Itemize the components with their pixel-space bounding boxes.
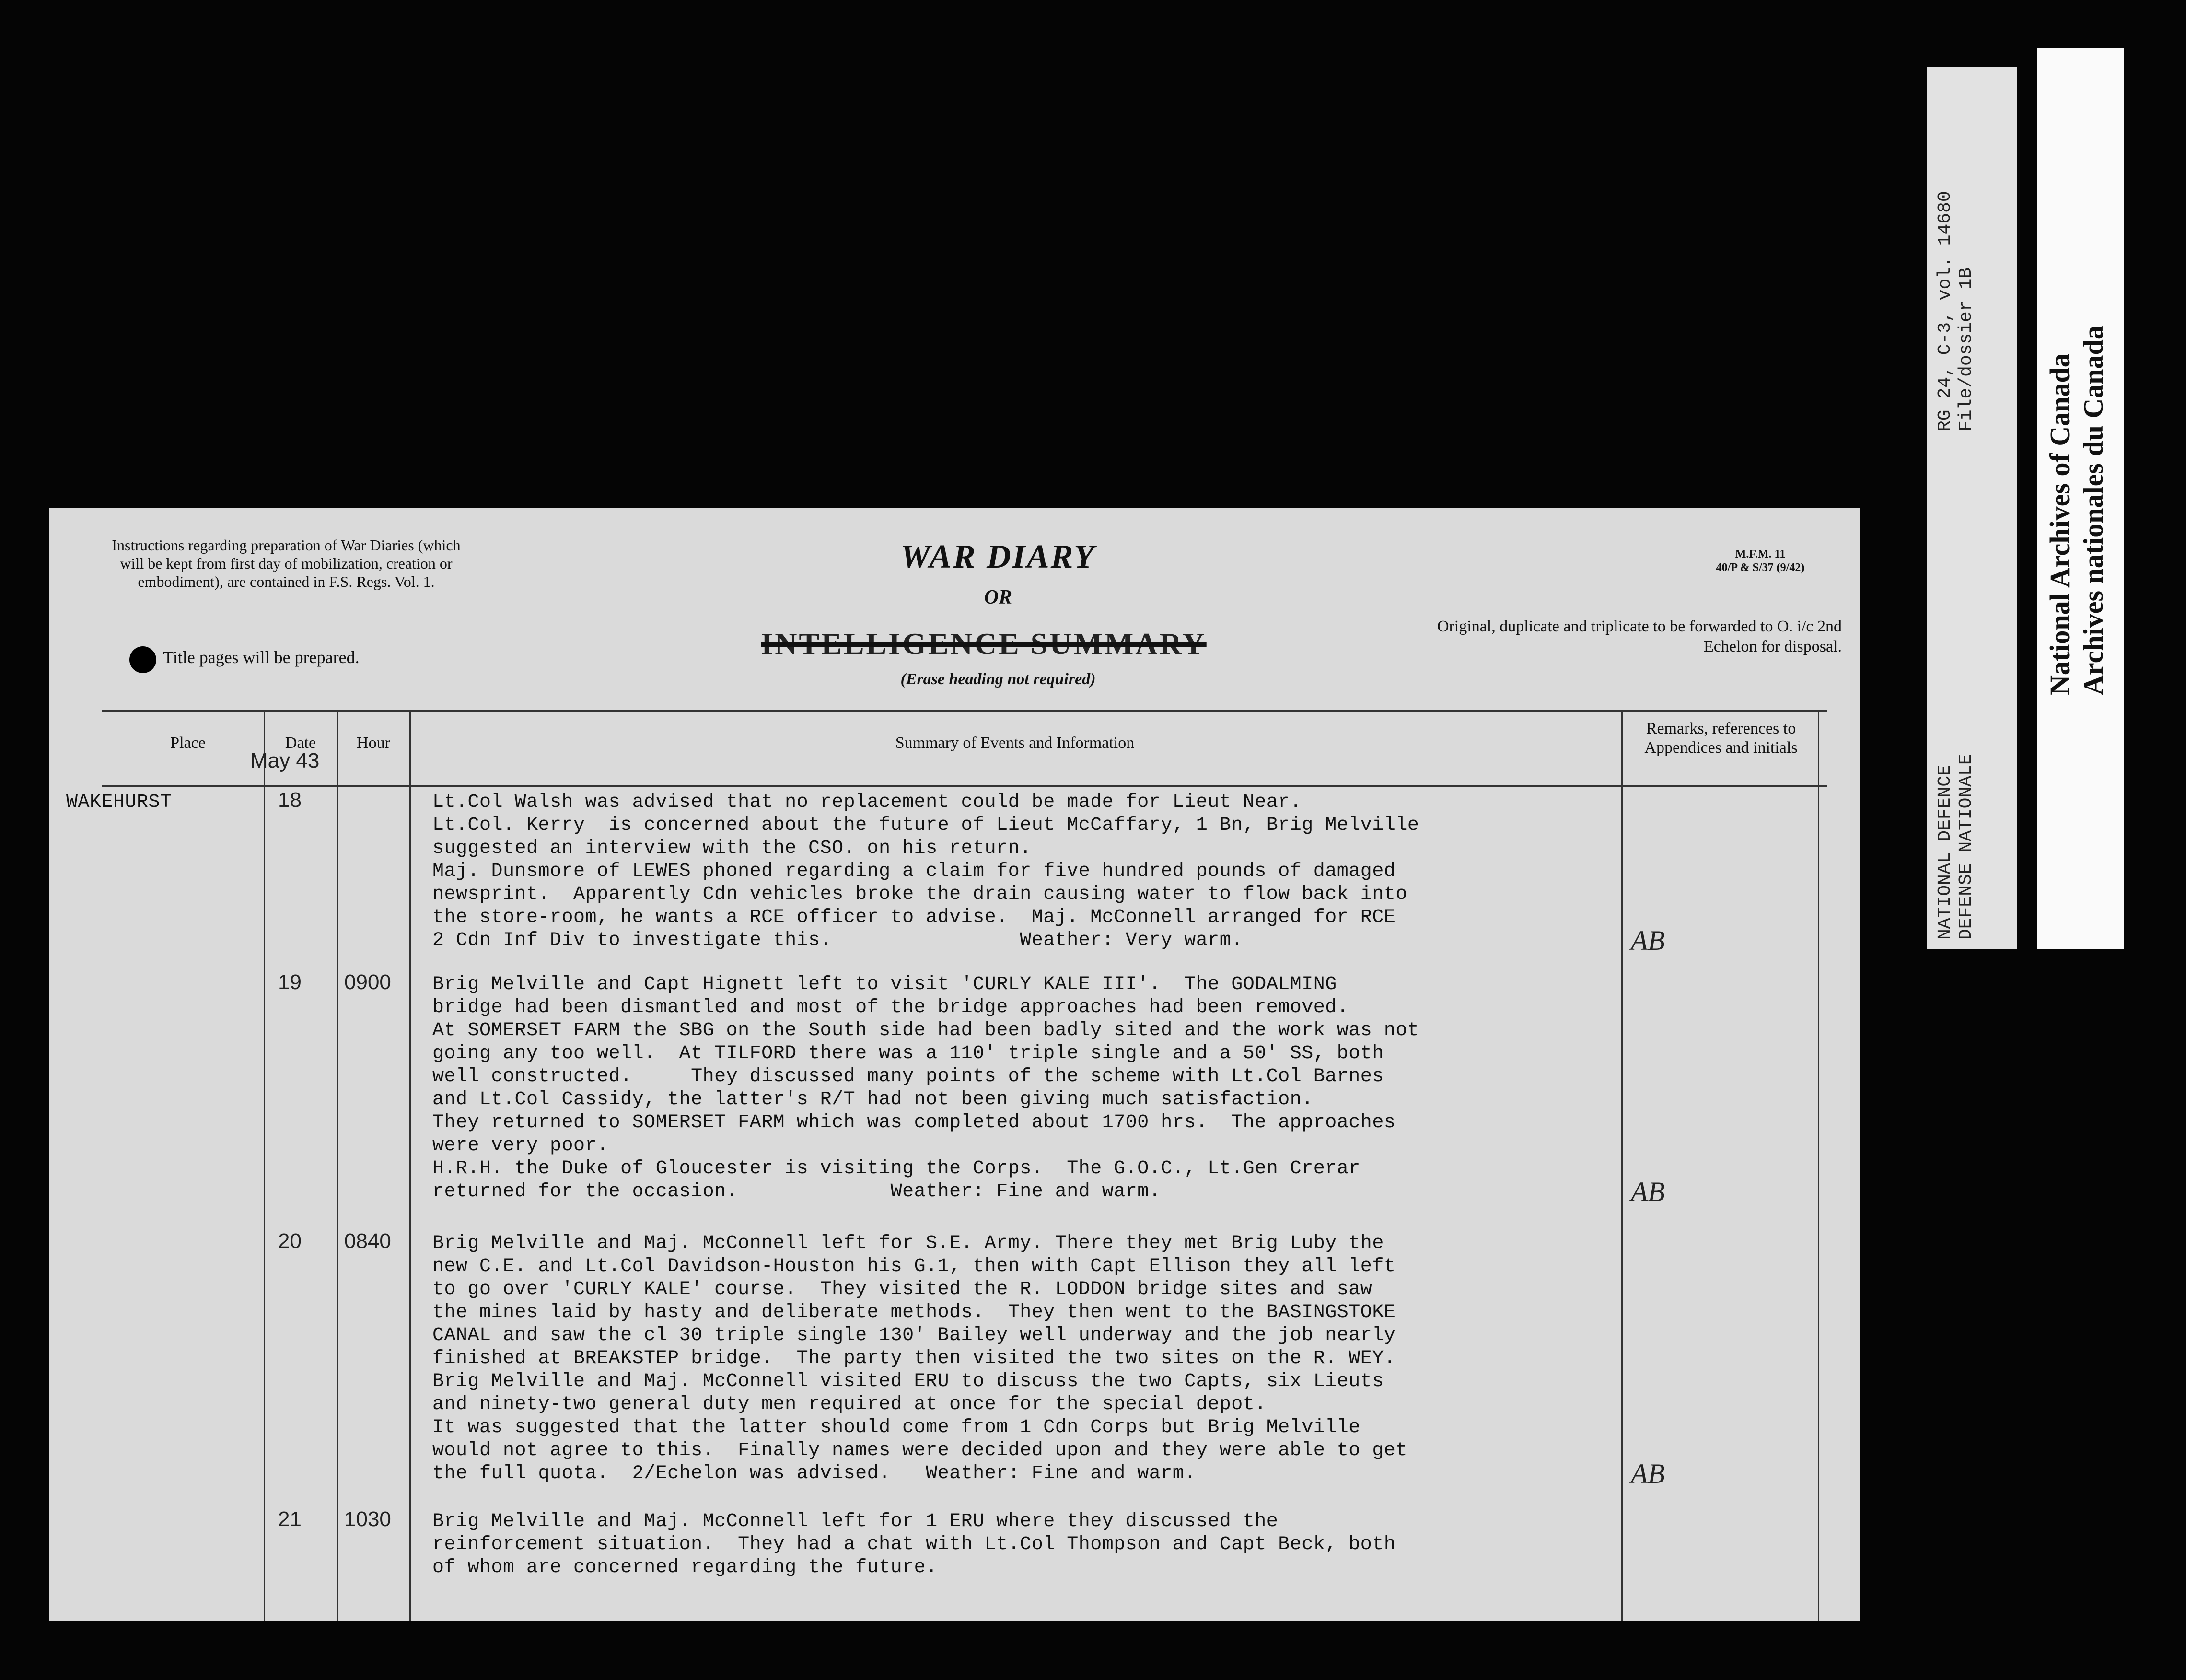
column-divider: [264, 710, 265, 1621]
column-divider: [1621, 710, 1623, 1621]
entry-text-line: 2 Cdn Inf Div to investigate this. Weather: Very warm.: [432, 930, 1243, 951]
column-divider: [409, 710, 411, 1621]
erase-note: (Erase heading not required): [900, 670, 1096, 688]
entry-text-line: would not agree to this. Finally names were decided upon and they were able to get: [432, 1440, 1407, 1461]
entry-text-line: and ninety-two general duty men required at once for the special depot.: [432, 1394, 1267, 1415]
place-entry: WAKEHURST: [66, 792, 172, 813]
war-diary-page: [49, 508, 1860, 1621]
entry-text-line: Lt.Col. Kerry is concerned about the future of Lieut McCaffary, 1 Bn, Brig Melville: [432, 815, 1419, 836]
entry-text-line: Lt.Col Walsh was advised that no replacement could be made for Lieut Near.: [432, 792, 1302, 813]
entry-text-line: of whom are concerned regarding the future.: [432, 1557, 938, 1578]
entry-text-line: Brig Melville and Capt Hignett left to visit 'CURLY KALE III'. The GODALMING: [432, 974, 1337, 995]
entry-text-line: finished at BREAKSTEP bridge. The party then visited the two sites on the R. WEY.: [432, 1348, 1396, 1369]
table-top-rule: [102, 710, 1827, 712]
entry-text-line: to go over 'CURLY KALE' course. They visited the R. LODDON bridge sites and saw: [432, 1279, 1372, 1300]
form-title: WAR DIARY: [900, 538, 1096, 575]
month-annotation: May 43: [250, 749, 320, 772]
column-divider: [337, 710, 338, 1621]
entry-text-line: going any too well. At TILFORD there was a 110' triple single and a 50' SS, both: [432, 1043, 1384, 1064]
entry-initials: AB: [1631, 1458, 1665, 1489]
column-header-summary: Summary of Events and Information: [895, 734, 1135, 752]
entry-text-line: They returned to SOMERSET FARM which was completed about 1700 hrs. The approaches: [432, 1112, 1396, 1133]
archive-reference: [1935, 191, 1977, 432]
instructions-note: Instructions regarding preparation of War Diaries (which will be kept from first day of mobilization, creation or embodiment), are contained in F.S. Regs. Vol. 1.: [112, 537, 461, 590]
entry-date: 21: [278, 1507, 302, 1531]
form-code-line-1: M.F.M. 11: [1735, 548, 1786, 560]
entry-text-line: bridge had been dismantled and most of the bridge approaches had been removed.: [432, 997, 1349, 1018]
archives-name: [2043, 326, 2110, 695]
entry-text-line: the store-room, he wants a RCE officer to advise. Maj. McConnell arranged for RCE: [432, 907, 1396, 928]
form-title-or: OR: [984, 586, 1012, 608]
entry-text-line: reinforcement situation. They had a chat with Lt.Col Thompson and Capt Beck, both: [432, 1534, 1396, 1555]
column-header-place: Place: [170, 734, 206, 752]
department-stamp: [1935, 754, 1977, 940]
entry-text-line: and Lt.Col Cassidy, the latter's R/T had not been giving much satisfaction.: [432, 1089, 1314, 1110]
entry-date: 18: [278, 788, 302, 812]
entry-text-line: were very poor.: [432, 1135, 609, 1156]
table-header-rule: [102, 785, 1827, 787]
entry-text-line: Brig Melville and Maj. McConnell left for S.E. Army. There they met Brig Luby the: [432, 1233, 1384, 1254]
archives-name-line-1: National Archives of Canada: [2044, 353, 2075, 695]
entry-date: 19: [278, 970, 302, 994]
entry-text-line: It was suggested that the latter should come from 1 Cdn Corps but Brig Melville: [432, 1417, 1360, 1438]
archive-reference-line-2: File/dossier 1B: [1956, 267, 1977, 432]
entry-text-line: CANAL and saw the cl 30 triple single 130' Bailey well underway and the job nearly: [432, 1325, 1396, 1346]
crossed-out-heading: INTELLIGENCE SUMMARY: [761, 627, 1207, 661]
column-header-remarks: Remarks, references to Appendices and initials: [1644, 720, 1798, 757]
column-header-hour: Hour: [357, 734, 390, 752]
entry-text-line: H.R.H. the Duke of Gloucester is visiting the Corps. The G.O.C., Lt.Gen Crerar: [432, 1158, 1360, 1179]
department-line-2: DEFENSE NATIONALE: [1956, 754, 1977, 940]
entry-hour: 1030: [344, 1507, 391, 1531]
form-code: [1679, 548, 1842, 574]
entry-text-line: Brig Melville and Maj. McConnell visited ERU to discuss the two Capts, six Lieuts: [432, 1371, 1384, 1392]
entry-text-line: newsprint. Apparently Cdn vehicles broke the drain causing water to flow back into: [432, 884, 1407, 905]
entry-text-line: the mines laid by hasty and deliberate methods. They then went to the BASINGSTOKE: [432, 1302, 1396, 1323]
column-header-date: Date: [285, 734, 316, 752]
archive-reference-line-1: RG 24, C-3, vol. 14680: [1935, 191, 1955, 432]
form-code-line-2: 40/P & S/37 (9/42): [1716, 561, 1805, 574]
entry-hour: 0900: [344, 970, 391, 994]
entry-text-line: returned for the occasion. Weather: Fine and warm.: [432, 1181, 1161, 1202]
title-pages-note: Title pages will be prepared.: [163, 648, 360, 667]
entry-text-line: Brig Melville and Maj. McConnell left for 1 ERU where they discussed the: [432, 1511, 1279, 1532]
archives-name-line-2: Archives nationales du Canada: [2078, 326, 2109, 695]
entry-text-line: well constructed. They discussed many points of the scheme with Lt.Col Barnes: [432, 1066, 1384, 1087]
disposal-note: Original, duplicate and triplicate to be forwarded to O. i/c 2nd Echelon for disposal.: [1437, 618, 1842, 655]
entry-text-line: new C.E. and Lt.Col Davidson-Houston his G.1, then with Capt Ellison they all left: [432, 1256, 1396, 1277]
entry-text-line: suggested an interview with the CSO. on his return.: [432, 838, 1032, 859]
column-divider: [1818, 710, 1819, 1621]
entry-text-line: At SOMERSET FARM the SBG on the South side had been badly sited and the work was not: [432, 1020, 1419, 1041]
entry-initials: AB: [1631, 1176, 1665, 1207]
entry-text-line: the full quota. 2/Echelon was advised. Weather: Fine and warm.: [432, 1463, 1196, 1484]
ink-blot: [129, 646, 156, 673]
entry-text-line: Maj. Dunsmore of LEWES phoned regarding a claim for five hundred pounds of damaged: [432, 861, 1396, 882]
department-line-1: NATIONAL DEFENCE: [1935, 765, 1955, 940]
entry-date: 20: [278, 1229, 302, 1253]
entry-hour: 0840: [344, 1229, 391, 1253]
entry-initials: AB: [1631, 925, 1665, 956]
